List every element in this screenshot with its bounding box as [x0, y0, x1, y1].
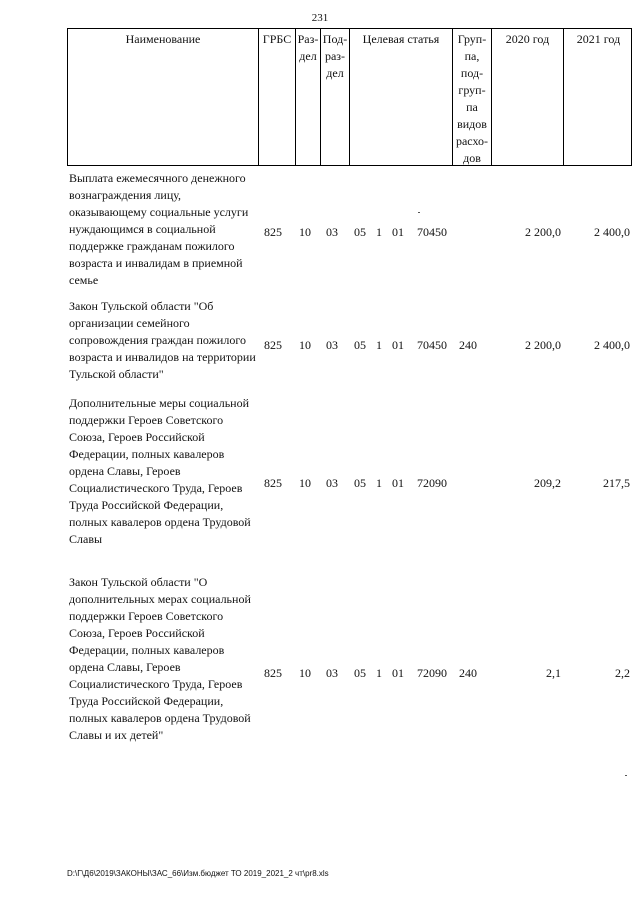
table-header: [67, 28, 632, 166]
value-2020: 2,1: [546, 666, 561, 680]
podrazdel-cell: 03: [326, 338, 338, 352]
header-2021: 2021 год: [563, 29, 633, 165]
target-part-2: 1: [376, 338, 382, 352]
target-part-4: 70450: [417, 225, 447, 239]
target-part-4: 70450: [417, 338, 447, 352]
target-part-4: 72090: [417, 666, 447, 680]
target-part-1: 05: [354, 476, 366, 490]
podrazdel-cell: 03: [326, 666, 338, 680]
file-path-footer: D:\Г\Д6\2019\ЗАКОНЫ\ЗАС_66\Изм.бюджет ТО 2019_2021_2 чт\pr8.xls: [67, 869, 329, 878]
podrazdel-cell: 03: [326, 225, 338, 239]
podrazdel-cell: 03: [326, 476, 338, 490]
row-name: Выплата ежемесячного денежного вознаграждения лицу, оказывающему социальные услуги нуждающимся в социальной поддержке гражданам пожилого возраста и инвалидам в приемной семье: [69, 171, 249, 287]
value-2020: 2 200,0: [525, 338, 561, 352]
razdel-cell: 10: [299, 225, 311, 239]
value-2020: 209,2: [534, 476, 561, 490]
target-part-3: 01: [392, 666, 404, 680]
scan-speck: [418, 212, 420, 213]
group-cell: 240: [459, 338, 477, 352]
header-grbs: ГРБС: [258, 29, 295, 165]
target-part-3: 01: [392, 338, 404, 352]
scan-speck: [625, 775, 627, 776]
value-2021: 2,2: [615, 666, 630, 680]
razdel-cell: 10: [299, 666, 311, 680]
razdel-cell: 10: [299, 338, 311, 352]
target-part-1: 05: [354, 225, 366, 239]
grbs-cell: 825: [264, 225, 282, 239]
value-2021: 217,5: [603, 476, 630, 490]
target-part-3: 01: [392, 476, 404, 490]
group-cell: 240: [459, 666, 477, 680]
row-name: Дополнительные меры социальной поддержки Героев Советского Союза, Героев Российской Федерации, полных кавалеров ордена Славы, Героев Социалистического Труда, Героев Труда Российской Федерации, полных кавалеров ордена Трудовой Славы: [69, 396, 251, 546]
value-2021: 2 400,0: [594, 338, 630, 352]
target-part-1: 05: [354, 666, 366, 680]
target-part-1: 05: [354, 338, 366, 352]
value-2021: 2 400,0: [594, 225, 630, 239]
target-part-3: 01: [392, 225, 404, 239]
grbs-cell: 825: [264, 338, 282, 352]
page-number: 231: [311, 12, 329, 24]
header-razdel: Раз- дел: [295, 29, 320, 165]
row-name: Закон Тульской области "Об организации семейного сопровождения граждан пожилого возраста и инвалидов на территории Тульской области": [69, 299, 256, 381]
header-group: Груп- па, под- груп- па видов расхо- дов: [452, 29, 491, 165]
razdel-cell: 10: [299, 476, 311, 490]
row-name: Закон Тульской области "О дополнительных мерах социальной поддержки Героев Советского Союза, Героев Российской Федерации, полных кавалеров ордена Славы, Героев Социалистического Труда, Героев Труда Российской Федерации, полных кавалеров ордена Трудовой Славы и их детей": [69, 575, 251, 742]
header-name: Наименование: [125, 32, 201, 46]
header-target: Целевая статья: [349, 29, 452, 165]
target-part-2: 1: [376, 666, 382, 680]
target-part-2: 1: [376, 476, 382, 490]
grbs-cell: 825: [264, 666, 282, 680]
target-part-4: 72090: [417, 476, 447, 490]
header-2020: 2020 год: [491, 29, 563, 165]
target-part-2: 1: [376, 225, 382, 239]
grbs-cell: 825: [264, 476, 282, 490]
header-podrazdel: Под- раз- дел: [320, 29, 349, 165]
value-2020: 2 200,0: [525, 225, 561, 239]
